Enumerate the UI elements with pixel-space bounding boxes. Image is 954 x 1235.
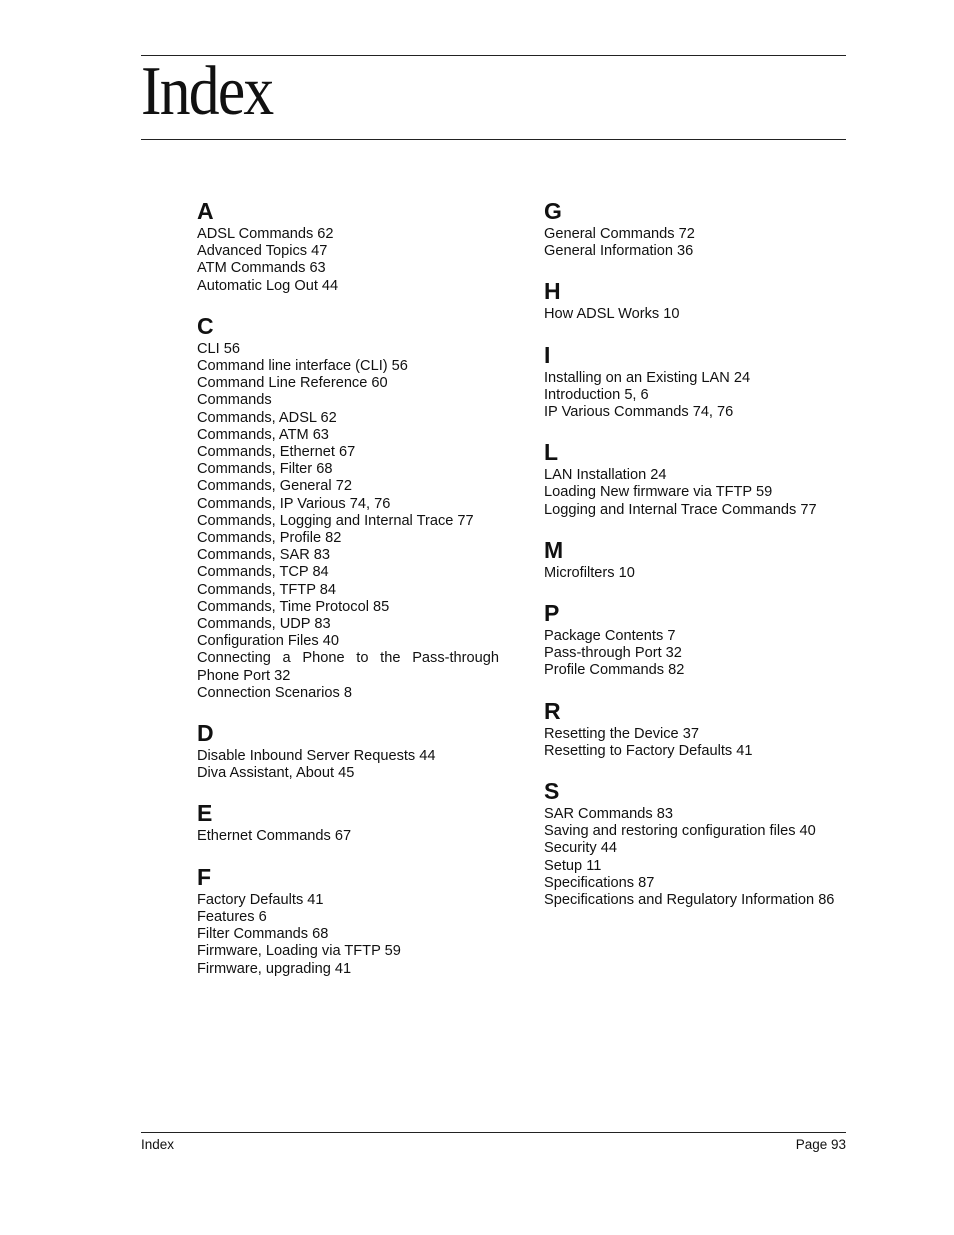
index-entry: Command line interface (CLI) 56: [197, 358, 408, 375]
index-entry: Setup 11: [544, 857, 602, 874]
index-section-d: [197, 718, 499, 782]
index-letter-heading: M: [544, 536, 564, 563]
index-entry: Specifications and Regulatory Information 86: [544, 892, 835, 909]
index-entry: Commands, Ethernet 67: [197, 444, 356, 461]
index-entry: Logging and Internal Trace Commands 77: [544, 501, 817, 518]
index-entry: Filter Commands 68: [197, 926, 329, 943]
index-entry: Commands, IP Various 74, 76: [197, 495, 391, 512]
index-entry: Commands, TCP 84: [197, 564, 329, 581]
index-entry: Specifications 87: [544, 874, 655, 891]
index-column-right: [544, 196, 846, 909]
index-entry: General Information 36: [544, 243, 694, 260]
index-section-m: [544, 535, 846, 582]
index-entry: CLI 56: [197, 340, 240, 357]
title-bottom-rule: [141, 139, 846, 140]
index-entry: Commands, Logging and Internal Trace 77: [197, 512, 474, 529]
index-entry: ATM Commands 63: [197, 260, 326, 277]
index-column-left: [197, 196, 499, 978]
index-letter-heading: I: [544, 341, 551, 368]
index-entry: How ADSL Works 10: [544, 306, 680, 323]
index-entry: Installing on an Existing LAN 24: [544, 369, 751, 386]
index-section-e: [197, 798, 499, 845]
index-entry: Commands, ADSL 62: [197, 409, 337, 426]
index-section-c: [197, 311, 499, 702]
index-entry: Commands, General 72: [197, 478, 352, 495]
index-entry: Connecting a Phone to the Pass-through Phone Port 32: [197, 650, 499, 684]
index-letter-heading: P: [544, 600, 560, 627]
index-entry: Loading New firmware via TFTP 59: [544, 484, 773, 501]
index-section-f: [197, 862, 499, 978]
index-entry: Introduction 5, 6: [544, 386, 649, 403]
index-section-r: [544, 696, 846, 760]
index-entry: Ethernet Commands 67: [197, 828, 352, 845]
index-entry: Commands, Filter 68: [197, 461, 333, 478]
index-entry: Resetting to Factory Defaults 41: [544, 742, 753, 759]
index-entry: Commands, TFTP 84: [197, 581, 336, 598]
index-letter-heading: G: [544, 198, 562, 224]
index-entry: Security 44: [544, 840, 618, 857]
index-section-h: [544, 276, 846, 323]
index-entry: Configuration Files 40: [197, 633, 339, 650]
index-entry: Features 6: [197, 908, 267, 925]
index-entry: ADSL Commands 62: [197, 226, 334, 242]
index-entry: Factory Defaults 41: [197, 891, 324, 908]
index-entry: SAR Commands 83: [544, 806, 673, 823]
index-entry: Commands, Time Protocol 85: [197, 598, 390, 615]
index-entry: Pass-through Port 32: [544, 645, 682, 662]
index-entry: Resetting the Device 37: [544, 725, 699, 742]
index-entry: IP Various Commands 74, 76: [544, 404, 734, 421]
index-entry: Commands, Profile 82: [197, 530, 342, 547]
index-entry: Commands, ATM 63: [197, 426, 329, 443]
index-section-s: [544, 776, 846, 909]
index-section-l: [544, 437, 846, 519]
index-letter-heading: S: [544, 778, 560, 805]
footer-section-title: Index: [141, 1137, 175, 1152]
index-letter-heading: H: [544, 278, 561, 305]
index-entry: Microfilters 10: [544, 564, 635, 581]
footer-rule: [141, 1132, 846, 1133]
index-section-i: [544, 340, 846, 422]
index-entry: General Commands 72: [544, 226, 695, 242]
index-letter-heading: L: [544, 439, 559, 466]
index-letter-heading: F: [197, 863, 212, 890]
index-entry: Saving and restoring configuration files 40: [544, 823, 816, 840]
index-entry: Commands: [197, 392, 272, 409]
index-entry: Disable Inbound Server Requests 44: [197, 748, 436, 765]
index-letter-heading: A: [197, 198, 214, 224]
index-entry: Commands, SAR 83: [197, 547, 331, 564]
index-entry: Firmware, Loading via TFTP 59: [197, 943, 401, 960]
index-entry: Automatic Log Out 44: [197, 277, 339, 294]
page-title: Index: [141, 53, 273, 130]
index-entry: Profile Commands 82: [544, 662, 685, 679]
index-entry: LAN Installation 24: [544, 467, 667, 484]
index-letter-heading: E: [197, 800, 213, 827]
index-section-g: [544, 196, 846, 260]
index-entry: Diva Assistant, About 45: [197, 765, 355, 782]
index-entry: Package Contents 7: [544, 628, 676, 645]
index-letter-heading: D: [197, 720, 214, 747]
index-entry: Command Line Reference 60: [197, 375, 388, 392]
index-section-a: [197, 196, 499, 295]
footer-page-number: Page 93: [795, 1137, 846, 1152]
index-entry: Advanced Topics 47: [197, 243, 328, 260]
index-entry: Commands, UDP 83: [197, 616, 331, 633]
index-section-p: [544, 598, 846, 680]
index-entry: Firmware, upgrading 41: [197, 960, 352, 977]
index-entry: Connection Scenarios 8: [197, 684, 352, 701]
index-letter-heading: R: [544, 697, 561, 724]
index-letter-heading: C: [197, 312, 214, 339]
